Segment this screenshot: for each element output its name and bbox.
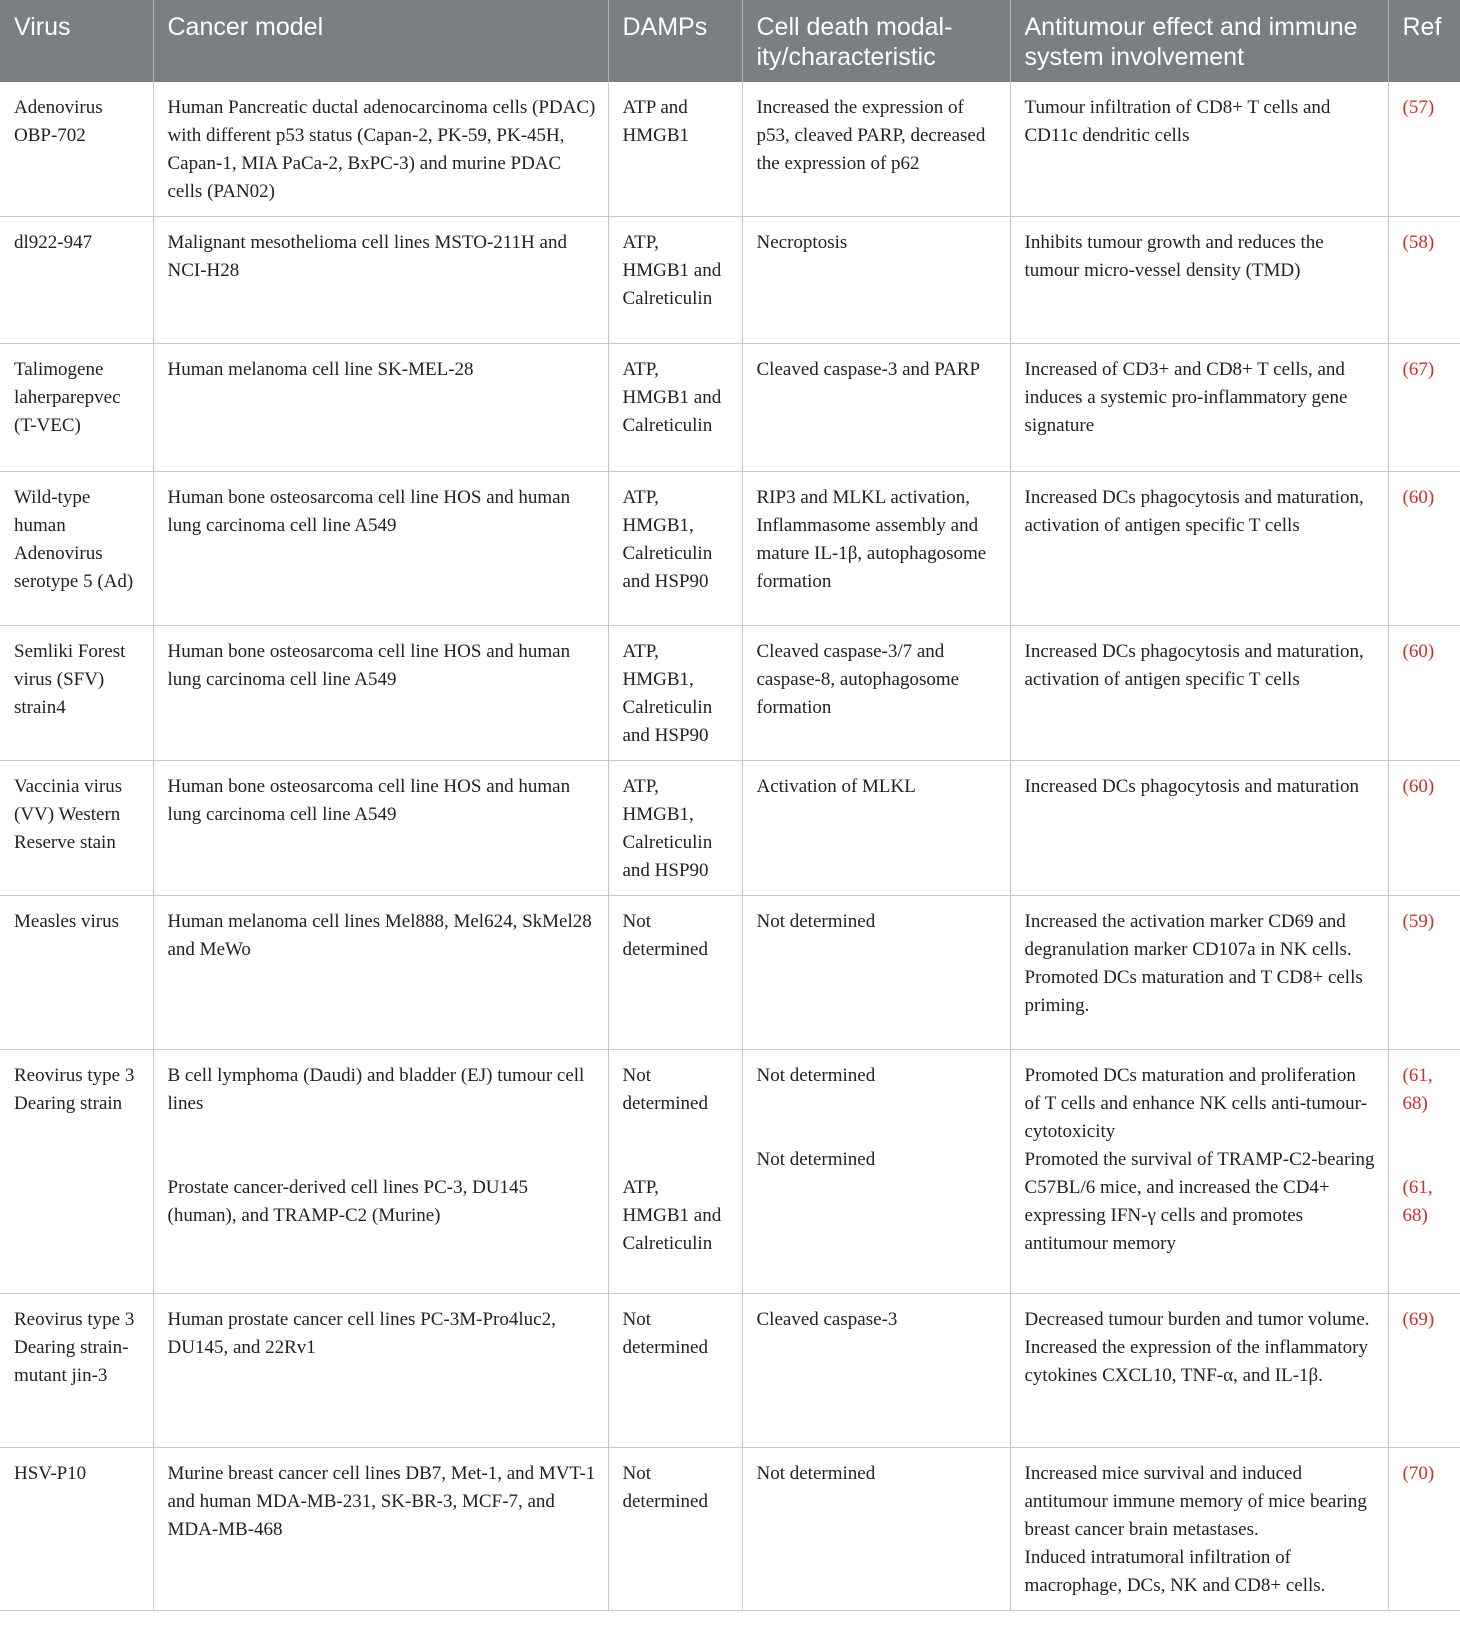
cell-damps: ATP, HMGB1 and Calreticulin — [608, 217, 742, 344]
cell-ref[interactable]: (58) — [1388, 217, 1460, 344]
effect-line: Increased the activation marker CD69 and degranulation marker CD107a in NK cells. — [1024, 911, 1352, 960]
cell-antitumour-effect: Increased of CD3+ and CD8+ T cells, and induces a systemic pro-inflammatory gene signature — [1010, 344, 1388, 472]
cell-cancer-model: Human Pancreatic ductal adenocarcinoma cells (PDAC) with different p53 status (Capan-2, PK-59, PK-45H, Capan-1, MIA PaCa-2, BxPC-3) and murine PDAC cells (PAN02) — [153, 82, 608, 217]
damps-line: Not determined — [622, 1065, 708, 1114]
cell-cancer-model: Murine breast cancer cell lines DB7, Met-1, and MVT-1 and human MDA-MB-231, SK-BR-3, MCF-7, and MDA-MB-468 — [153, 1448, 608, 1611]
cell-cancer-model: Human melanoma cell line SK-MEL-28 — [153, 344, 608, 472]
table-row — [0, 82, 1460, 217]
cell-damps — [608, 1050, 742, 1294]
cell-cancer-model: Human bone osteosarcoma cell line HOS and human lung carcinoma cell line A549 — [153, 626, 608, 761]
cell-damps: ATP and HMGB1 — [608, 82, 742, 217]
effect-line: Promoted DCs maturation and T CD8+ cells priming. — [1024, 967, 1363, 1016]
cell-cell-death: Cleaved caspase-3/7 and caspase-8, autophagosome formation — [742, 626, 1010, 761]
cell-virus: Talimogene laherparepvec (T-VEC) — [0, 344, 153, 472]
cell-damps: ATP, HMGB1, Calreticulin and HSP90 — [608, 472, 742, 626]
effect-line: Promoted DCs maturation and proliferation of T cells and enhance NK cells anti-tumour-cytotoxicity — [1024, 1065, 1367, 1142]
cell-ref[interactable] — [1388, 1050, 1460, 1294]
cell-cell-death: Increased the expression of p53, cleaved PARP, decreased the expression of p62 — [742, 82, 1010, 217]
cell-cancer-model: Human bone osteosarcoma cell line HOS and human lung carcinoma cell line A549 — [153, 761, 608, 896]
cell-antitumour-effect — [1010, 896, 1388, 1050]
cell-antitumour-effect: Increased DCs phagocytosis and maturation, activation of antigen specific T cells — [1010, 626, 1388, 761]
cell-ref[interactable]: (70) — [1388, 1448, 1460, 1611]
header-row — [0, 0, 1460, 82]
cell-cell-death: Not determined — [742, 1448, 1010, 1611]
effect-line: Decreased tumour burden and tumor volume. — [1024, 1309, 1370, 1330]
cell-ref[interactable]: (59) — [1388, 896, 1460, 1050]
cell-damps: Not determined — [608, 1294, 742, 1448]
effect-line: Increased mice survival and induced antitumour immune memory of mice bearing breast cancer brain metastases. — [1024, 1463, 1367, 1540]
cell-virus: Reovirus type 3 Dearing strain-mutant jin-3 — [0, 1294, 153, 1448]
cell-virus: Wild-type human Adenovirus serotype 5 (Ad) — [0, 472, 153, 626]
cell-virus: Measles virus — [0, 896, 153, 1050]
table-row — [0, 1294, 1460, 1448]
header-cancer-model: Cancer model — [153, 0, 608, 82]
cell-antitumour-effect — [1010, 1448, 1388, 1611]
cell-cancer-model: Human melanoma cell lines Mel888, Mel624, SkMel28 and MeWo — [153, 896, 608, 1050]
cell-antitumour-effect: Inhibits tumour growth and reduces the tumour micro-vessel density (TMD) — [1010, 217, 1388, 344]
table-row — [0, 1050, 1460, 1294]
table-row — [0, 761, 1460, 896]
header-damps: DAMPs — [608, 0, 742, 82]
cell-antitumour-effect: Increased DCs phagocytosis and maturation — [1010, 761, 1388, 896]
cell-damps: Not determined — [608, 1448, 742, 1611]
table-row — [0, 472, 1460, 626]
cell-cell-death: Activation of MLKL — [742, 761, 1010, 896]
header-virus: Virus — [0, 0, 153, 82]
cell-virus: dl922-947 — [0, 217, 153, 344]
cell-cancer-model — [153, 1050, 608, 1294]
effect-line: Increased the expression of the inflammatory cytokines CXCL10, TNF-α, and IL-1β. — [1024, 1337, 1368, 1386]
cell-virus: Semliki Forest virus (SFV) strain4 — [0, 626, 153, 761]
cell-cancer-model: Malignant mesothelioma cell lines MSTO-211H and NCI-H28 — [153, 217, 608, 344]
table-row — [0, 896, 1460, 1050]
cell-virus: Adenovirus OBP-702 — [0, 82, 153, 217]
cell-ref[interactable]: (60) — [1388, 626, 1460, 761]
death-line: Not determined — [756, 1149, 876, 1170]
cell-antitumour-effect — [1010, 1294, 1388, 1448]
ref-line[interactable]: (61, 68) — [1402, 1065, 1433, 1114]
death-line: Not determined — [756, 1065, 876, 1086]
model-line: B cell lymphoma (Daudi) and bladder (EJ) tumour cell lines — [167, 1065, 585, 1114]
cell-cancer-model: Human prostate cancer cell lines PC-3M-Pro4luc2, DU145, and 22Rv1 — [153, 1294, 608, 1448]
header-ref: Ref — [1388, 0, 1460, 82]
table-row — [0, 217, 1460, 344]
cell-damps: ATP, HMGB1, Calreticulin and HSP90 — [608, 761, 742, 896]
cell-damps: Not determined — [608, 896, 742, 1050]
cell-cell-death — [742, 1050, 1010, 1294]
cell-antitumour-effect — [1010, 1050, 1388, 1294]
cell-ref[interactable]: (57) — [1388, 82, 1460, 217]
cell-cell-death: Cleaved caspase-3 — [742, 1294, 1010, 1448]
cell-ref[interactable]: (67) — [1388, 344, 1460, 472]
table-row — [0, 626, 1460, 761]
header-antitumour-effect: Antitumour effect and immune system involvement — [1010, 0, 1388, 82]
cell-damps: ATP, HMGB1 and Calreticulin — [608, 344, 742, 472]
effect-line: Induced intratumoral infiltration of macrophage, DCs, NK and CD8+ cells. — [1024, 1547, 1326, 1596]
cell-cancer-model: Human bone osteosarcoma cell line HOS and human lung carcinoma cell line A549 — [153, 472, 608, 626]
ref-line[interactable]: (61, 68) — [1402, 1177, 1433, 1226]
cell-virus: Vaccinia virus (VV) Western Reserve stain — [0, 761, 153, 896]
cell-virus: Reovirus type 3 Dearing strain — [0, 1050, 153, 1294]
cell-cell-death: Cleaved caspase-3 and PARP — [742, 344, 1010, 472]
header-cell-death: Cell death modal-ity/characteristic — [742, 0, 1010, 82]
cell-virus: HSV-P10 — [0, 1448, 153, 1611]
cell-ref[interactable]: (60) — [1388, 472, 1460, 626]
effect-line: Promoted the survival of TRAMP-C2-bearing C57BL/6 mice, and increased the CD4+ expressing IFN-γ cells and promotes antitumour memory — [1024, 1149, 1375, 1254]
model-line: Prostate cancer-derived cell lines PC-3, DU145 (human), and TRAMP-C2 (Murine) — [167, 1177, 529, 1226]
cell-antitumour-effect: Increased DCs phagocytosis and maturation, activation of antigen specific T cells — [1010, 472, 1388, 626]
cell-cell-death: Not determined — [742, 896, 1010, 1050]
cell-ref[interactable]: (69) — [1388, 1294, 1460, 1448]
cell-cell-death: RIP3 and MLKL activation, Inflammasome assembly and mature IL-1β, autophagosome formation — [742, 472, 1010, 626]
damps-line: ATP, HMGB1 and Calreticulin — [622, 1177, 722, 1254]
table-row — [0, 1448, 1460, 1611]
cell-cell-death: Necroptosis — [742, 217, 1010, 344]
table-row — [0, 344, 1460, 472]
cell-ref[interactable]: (60) — [1388, 761, 1460, 896]
cell-damps: ATP, HMGB1, Calreticulin and HSP90 — [608, 626, 742, 761]
cell-antitumour-effect: Tumour infiltration of CD8+ T cells and CD11c dendritic cells — [1010, 82, 1388, 217]
